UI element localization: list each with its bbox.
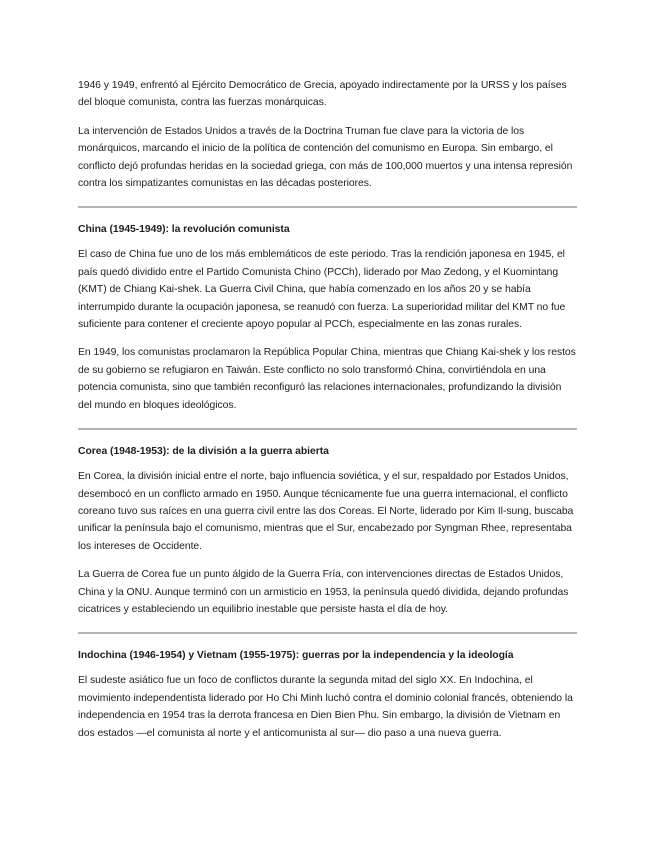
section-paragraph: La Guerra de Corea fue un punto álgido de la Guerra Fría, con intervenciones directas de Estados Unidos, China y la ONU. Aunque terminó con un armisticio en 1953, la península quedó dividida, dejando profundas cicatrices y estableciendo un equilibrio inestable que persiste hasta el día de hoy. — [78, 569, 569, 615]
section-corea — [78, 443, 577, 618]
section-divider — [78, 206, 577, 208]
section-paragraph: El sudeste asiático fue un foco de conflictos durante la segunda mitad del siglo XX. En Indochina, el movimiento independentista liderado por Ho Chi Minh luchó contra el dominio colonial francés, obteniendo la independencia en 1954 tras la derrota francesa en Dien Bien Phu. Sin embargo, la división de Vietnam en dos estados —el comunista al norte y el anticomunista al sur— dio paso a una nueva guerra. — [78, 675, 573, 739]
section-heading: Indochina (1946-1954) y Vietnam (1955-1975): guerras por la independencia y la ideología — [78, 650, 514, 662]
intro-paragraph: 1946 y 1949, enfrentó al Ejército Democrático de Grecia, apoyado indirectamente por la URSS y los países del bloque comunista, contra las fuerzas monárquicas. — [78, 80, 567, 109]
section-divider — [78, 632, 577, 634]
section-china — [78, 221, 577, 414]
document-page — [78, 77, 577, 753]
intro-paragraph: La intervención de Estados Unidos a través de la Doctrina Truman fue clave para la victoria de los monárquicos, marcando el inicio de la política de contención del comunismo en Europa. Sin embargo, el conflicto dejó profundas heridas en la sociedad griega, con más de 100,000 muertos y una intensa represión contra los simpatizantes comunistas en las décadas posteriores. — [78, 125, 573, 190]
section-heading: China (1945-1949): la revolución comunista — [78, 224, 290, 236]
section-heading: Corea (1948-1953): de la división a la guerra abierta — [78, 446, 329, 458]
section-paragraph: En Corea, la división inicial entre el norte, bajo influencia soviética, y el sur, respaldado por Estados Unidos, desembocó en un conflicto armado en 1950. Aunque técnicamente fue una guerra internacional, el conflicto coreano tuvo sus raíces en una guerra civil entre las dos Coreas. El Norte, liderado por Kim Il-sung, buscaba unificar la península bajo el comunismo, mientras que el Sur, encabezado por Syngman Rhee, representaba los intereses de Occidente. — [78, 471, 574, 552]
section-indochina — [78, 647, 577, 742]
section-divider — [78, 428, 577, 430]
section-paragraph: En 1949, los comunistas proclamaron la República Popular China, mientras que Chiang Kai-shek y los restos de su gobierno se refugiaron en Taiwán. Este conflicto no solo transformó China, convirtiéndola en una potencia comunista, sino que también reconfiguró las relaciones internacionales, profundizando la división del mundo en bloques ideológicos. — [78, 347, 576, 411]
intro-section — [78, 77, 577, 192]
section-paragraph: El caso de China fue uno de los más emblemáticos de este periodo. Tras la rendición japonesa en 1945, el país quedó dividido entre el Partido Comunista Chino (PCCh), liderado por Mao Zedong, y el Kuomintang (KMT) de Chiang Kai-shek. La Guerra Civil China, que había comenzado en los años 20 y se había interrumpido durante la ocupación japonesa, se reanudó con fuerza. La superioridad militar del KMT no fue suficiente para contener el creciente apoyo popular al PCCh, especialmente en las zonas rurales. — [78, 249, 566, 331]
